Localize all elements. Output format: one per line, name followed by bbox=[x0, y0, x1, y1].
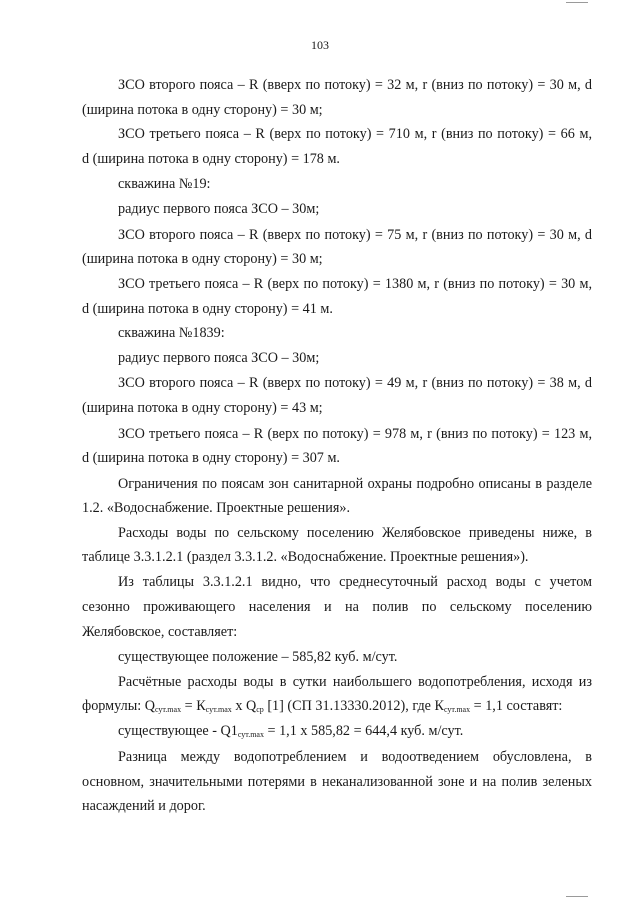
text-line: d (ширина потока в одну сторону) = 307 м. bbox=[82, 450, 340, 466]
scan-artifact-bottom bbox=[566, 896, 588, 897]
formula-line: формулы: $Q_{сут.max} = К_{сут.max}$ х $Q_{ср}$ [1] (СП 31.13330.2012), где $К_{сут.max} = 1,1$ составят: bbox=[82, 698, 563, 714]
text-line: существующее положение – 585,82 куб. м/сут. bbox=[118, 649, 398, 665]
text-line: Ограничения по поясам зон санитарной охраны подробно описаны в разделе bbox=[118, 476, 592, 492]
text-line: радиус первого пояса ЗСО – 30м; bbox=[118, 201, 320, 217]
scan-artifact-top bbox=[566, 2, 588, 3]
text-line: ЗСО третьего пояса – R (верх по потоку) = 1380 м, r (вниз по потоку) = 30 м, bbox=[118, 276, 592, 292]
page-number: 103 bbox=[311, 38, 329, 52]
text-line: 1.2. «Водоснабжение. Проектные решения». bbox=[82, 500, 351, 516]
text-line: Из таблицы 3.3.1.2.1 видно, что среднесуточный расход воды с учетом bbox=[118, 574, 592, 590]
text-line: d (ширина потока в одну сторону) = 41 м. bbox=[82, 301, 333, 317]
text-line: таблице 3.3.1.2.1 (раздел 3.3.1.2. «Водоснабжение. Проектные решения»). bbox=[82, 549, 529, 565]
text-line: сезонно проживающего населения и на полив по сельскому поселению bbox=[82, 599, 592, 615]
text-line: Желябовское, составляет: bbox=[82, 624, 238, 640]
text-line: (ширина потока в одну сторону) = 43 м; bbox=[82, 400, 323, 416]
text-line: основном, значительными потерями в неканализованной зоне и на полив зеленых bbox=[82, 774, 592, 790]
text-line: Разница между водопотреблением и водоотведением обусловлена, в bbox=[118, 749, 592, 765]
text-line: d (ширина потока в одну сторону) = 178 м. bbox=[82, 151, 340, 167]
text-line: ЗСО второго пояса – R (вверх по потоку) = 49 м, r (вниз по потоку) = 38 м, d bbox=[118, 375, 592, 391]
text-line: Расчётные расходы воды в сутки наибольшего водопотребления, исходя из bbox=[118, 674, 592, 690]
text-line: скважина №1839: bbox=[118, 325, 225, 341]
text-line: ЗСО второго пояса – R (вверх по потоку) = 75 м, r (вниз по потоку) = 30 м, d bbox=[118, 227, 592, 243]
text-line: ЗСО второго пояса – R (вверх по потоку) = 32 м, r (вниз по потоку) = 30 м, d bbox=[118, 77, 592, 93]
text-line: радиус первого пояса ЗСО – 30м; bbox=[118, 350, 320, 366]
text-line: скважина №19: bbox=[118, 176, 211, 192]
text-line: ЗСО третьего пояса – R (верх по потоку) = 710 м, r (вниз по потоку) = 66 м, bbox=[118, 126, 592, 142]
text-line: ЗСО третьего пояса – R (верх по потоку) = 978 м, r (вниз по потоку) = 123 м, bbox=[118, 426, 592, 442]
text-line: насаждений и дорог. bbox=[82, 798, 206, 814]
text-line: Расходы воды по сельскому поселению Желябовское приведены ниже, в bbox=[118, 525, 592, 541]
text-line: (ширина потока в одну сторону) = 30 м; bbox=[82, 251, 323, 267]
text-line: (ширина потока в одну сторону) = 30 м; bbox=[82, 102, 323, 118]
calculation-line: существующее - $Q1_{сут.max} = 1,1$ х 585,82 = 644,4 куб. м/сут. bbox=[118, 723, 464, 739]
